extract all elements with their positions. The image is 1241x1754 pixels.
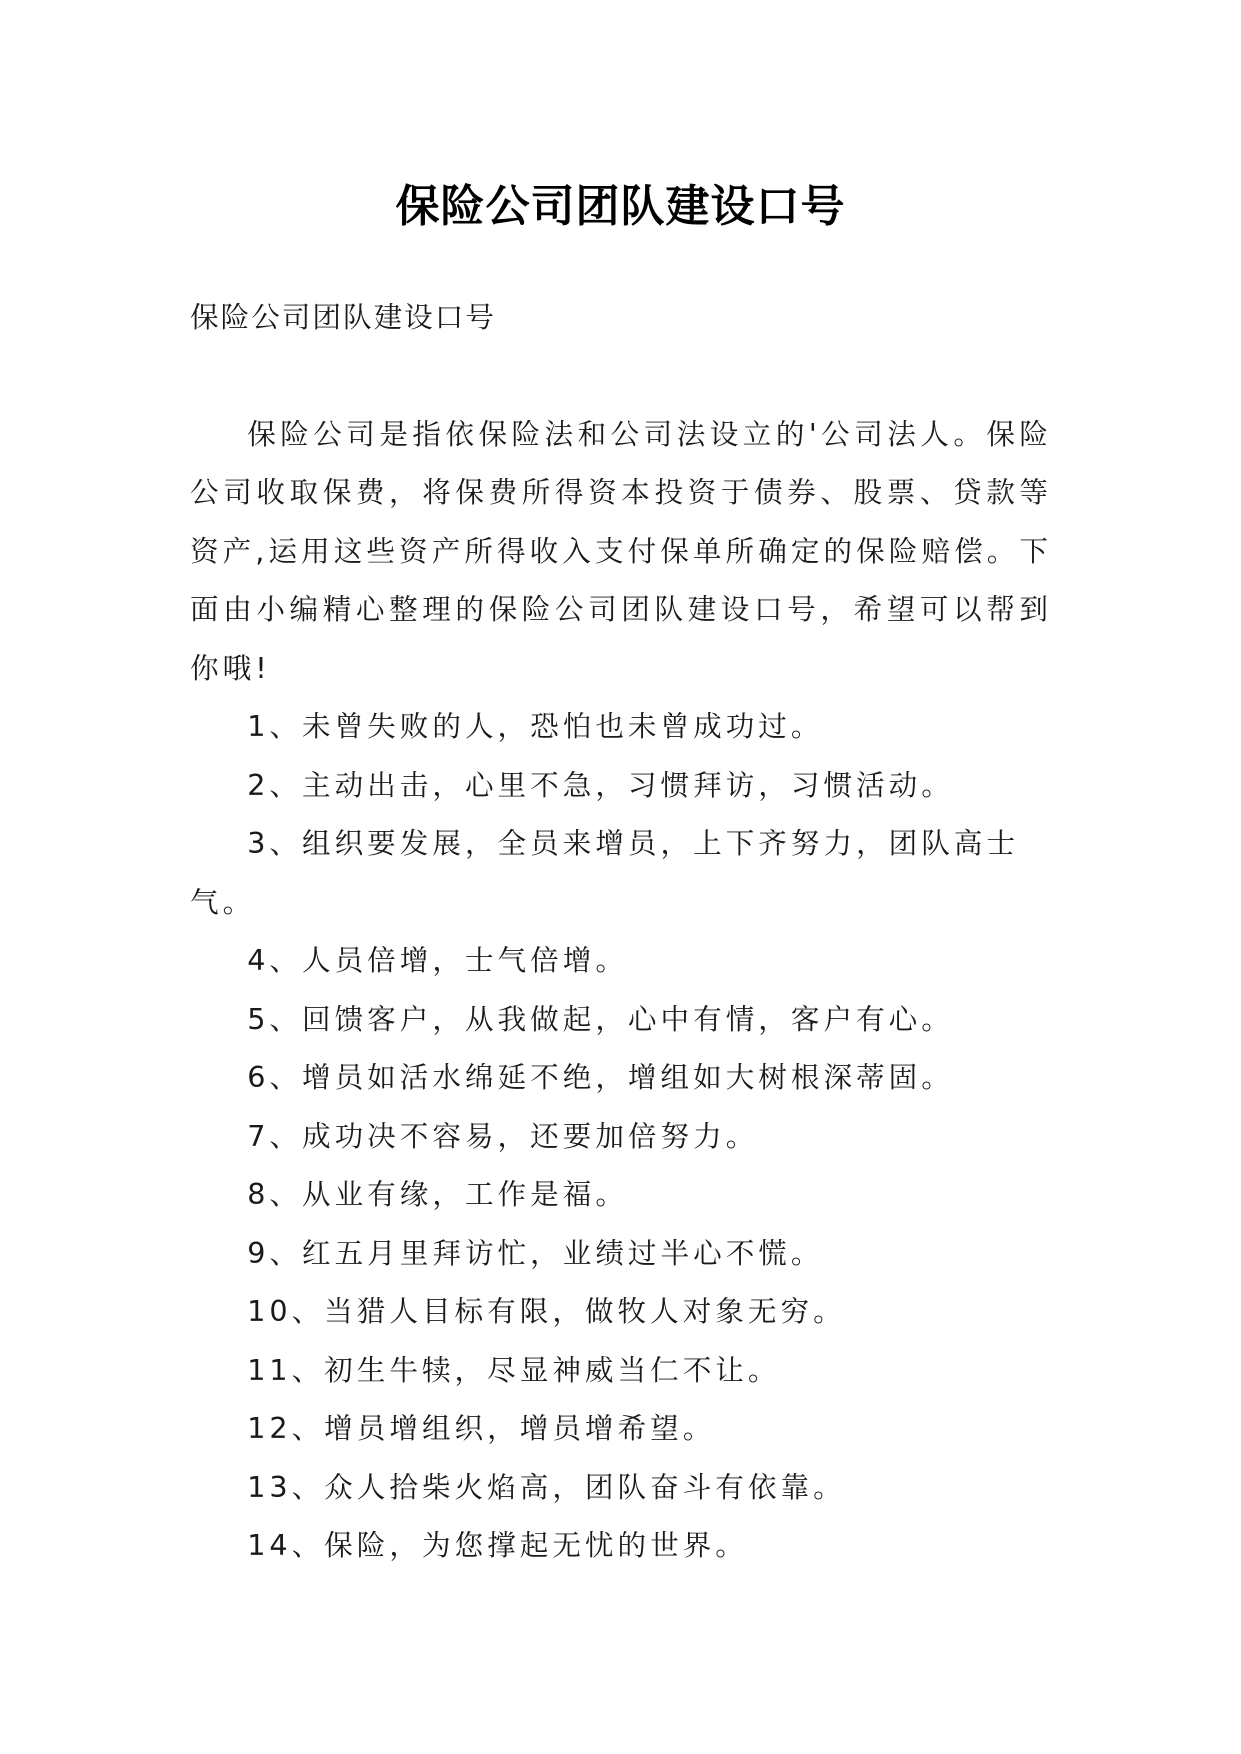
slogan-item: 12、增员增组织，增员增希望。 [247, 1411, 716, 1445]
slogan-item: 9、红五月里拜访忙，业绩过半心不慌。 [247, 1235, 824, 1270]
slogan-item: 3、组织要发展，全员来增员，上下齐努力，团队高士气。 [190, 826, 1020, 919]
slogan-item: 1、未曾失败的人，恐怕也未曾成功过。 [247, 709, 824, 743]
slogan-list [190, 697, 1052, 1575]
document-body [190, 288, 1052, 1575]
slogan-item: 5、回馈客户，从我做起，心中有情，客户有心。 [247, 1001, 954, 1036]
slogan-item: 13、众人拾柴火焰高，团队奋斗有依靠。 [247, 1469, 846, 1504]
slogan-item: 11、初生牛犊，尽显神威当仁不让。 [247, 1352, 781, 1387]
slogan-item: 8、从业有缘，工作是福。 [247, 1177, 628, 1211]
intro-paragraph: 保险公司是指依保险法和公司法设立的'公司法人。保险公司收取保费，将保费所得资本投资于债券、股票、贷款等资产,运用这些资产所得收入支付保单所确定的保险赔偿。下面由小编精心整理的保险公司团队建设口号，希望可以帮到你哦! [190, 416, 1052, 685]
slogan-item: 2、主动出击，心里不急，习惯拜访，习惯活动。 [247, 767, 954, 802]
slogan-item: 14、保险，为您撑起无忧的世界。 [247, 1528, 748, 1562]
slogan-item: 6、增员如活水绵延不绝，增组如大树根深蒂固。 [247, 1060, 954, 1094]
document-subtitle: 保险公司团队建设口号 [190, 300, 496, 334]
slogan-item: 7、成功决不容易，还要加倍努力。 [247, 1118, 759, 1153]
slogan-item: 4、人员倍增，士气倍增。 [247, 943, 628, 977]
slogan-item: 10、当猎人目标有限，做牧人对象无穷。 [247, 1294, 846, 1328]
document-title: 保险公司团队建设口号 [395, 181, 846, 233]
